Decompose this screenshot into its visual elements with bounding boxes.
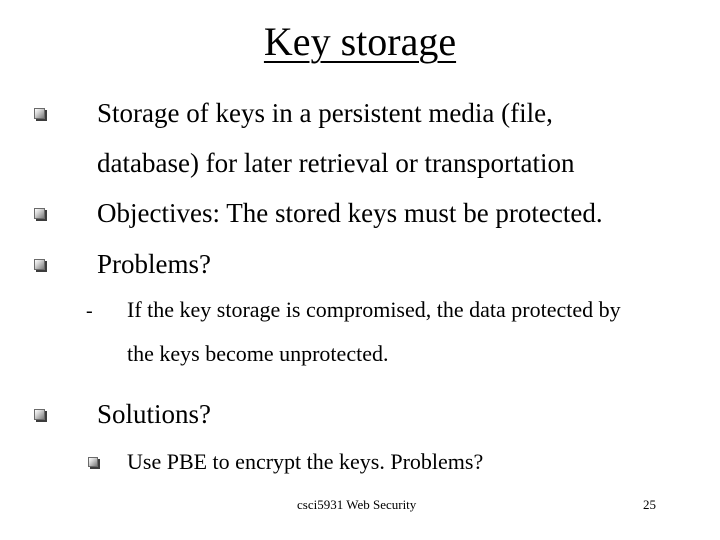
bullet-text: Objectives: The stored keys must be protected.	[97, 198, 603, 228]
dash-bullet: -	[86, 300, 93, 322]
footer-course: csci5931 Web Security	[297, 497, 417, 512]
square-bullet-icon	[34, 208, 45, 219]
sub-bullet-text: Use PBE to encrypt the keys. Problems?	[127, 449, 484, 474]
bullet-text: Storage of keys in a persistent media (file,	[97, 98, 553, 128]
bullet-text: database) for later retrieval or transportation	[97, 148, 575, 178]
page-number: 25	[643, 497, 656, 512]
square-bullet-icon	[34, 259, 45, 270]
bullet-text: Problems?	[97, 249, 211, 279]
sub-bullet-text: the keys become unprotected.	[127, 341, 389, 366]
sub-bullet-text: If the key storage is compromised, the data protected by	[127, 297, 621, 322]
bullet-text: Solutions?	[97, 399, 212, 429]
slide-title: Key storage	[263, 19, 457, 64]
square-bullet-icon	[34, 108, 45, 119]
square-bullet-icon	[88, 457, 98, 467]
square-bullet-icon	[34, 409, 45, 420]
